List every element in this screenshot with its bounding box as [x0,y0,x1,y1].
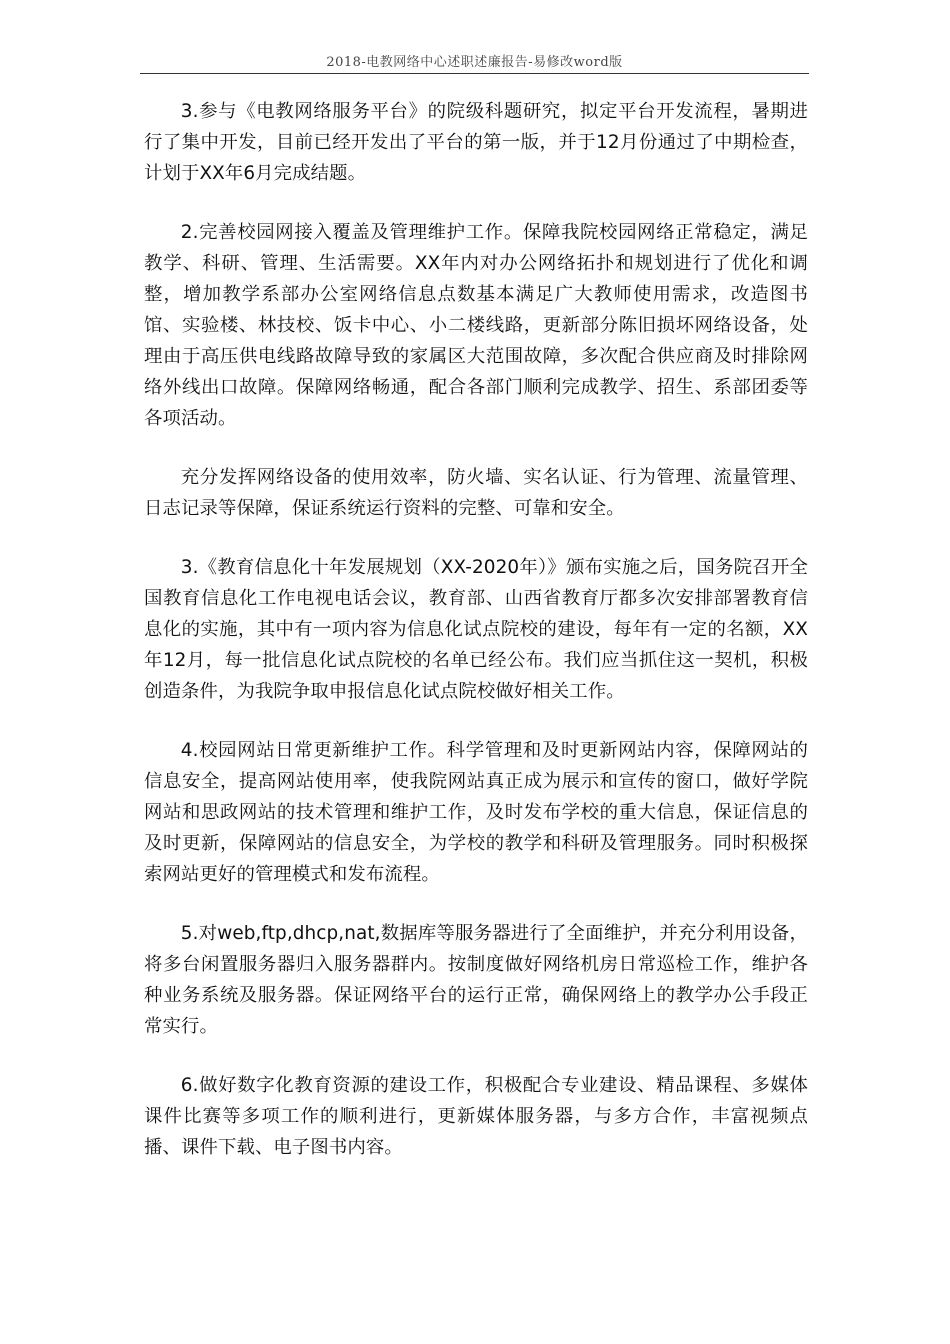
document-body [144,96,808,1191]
paragraph-network-devices: 充分发挥网络设备的使用效率，防火墙、实名认证、行为管理、流量管理、日志记录等保障，保证系统运行资料的完整、可靠和安全。 [144,467,808,519]
header-divider [140,73,809,74]
paragraph-server-maintenance: 5.对web,ftp,dhcp,nat,数据库等服务器进行了全面维护，并充分利用设备，将多台闲置服务器归入服务器群内。按制度做好网络机房日常巡检工作，维护各种业务系统及服务器。保证网络平台的运行正常，确保网络上的教学办公手段正常实行。 [144,923,808,1037]
paragraph-platform-research: 3.参与《电教网络服务平台》的院级科题研究，拟定平台开发流程，暑期进行了集中开发，目前已经开发出了平台的第一版，并于12月份通过了中期检查，计划于XX年6月完成结题。 [144,101,808,184]
page-header: 2018-电教网络中心述职述廉报告-易修改word版 [326,55,623,70]
paragraph-website-maintenance: 4.校园网站日常更新维护工作。科学管理和及时更新网站内容，保障网站的信息安全，提高网站使用率，使我院网站真正成为展示和宣传的窗口，做好学院网站和思政网站的技术管理和维护工作，及时发布学校的重大信息，保证信息的及时更新，保障网站的信息安全，为学校的教学和科研及管理服务。同时积极探索网站更好的管理模式和发布流程。 [144,740,808,885]
paragraph-informatization-plan: 3.《教育信息化十年发展规划（XX-2020年）》颁布实施之后，国务院召开全国教育信息化工作电视电话会议，教育部、山西省教育厅都多次安排部署教育信息化的实施，其中有一项内容为信息化试点院校的建设，每年有一定的名额，XX年12月，每一批信息化试点院校的名单已经公布。我们应当抓住这一契机，积极创造条件，为我院争取申报信息化试点院校做好相关工作。 [144,557,808,702]
paragraph-digital-resources: 6.做好数字化教育资源的建设工作，积极配合专业建设、精品课程、多媒体课件比赛等多项工作的顺利进行，更新媒体服务器，与多方合作，丰富视频点播、课件下载、电子图书内容。 [144,1075,808,1158]
paragraph-campus-network: 2.完善校园网接入覆盖及管理维护工作。保障我院校园网络正常稳定，满足教学、科研、管理、生活需要。XX年内对办公网络拓扑和规划进行了优化和调整，增加教学系部办公室网络信息点数基本满足广大教师使用需求，改造图书馆、实验楼、林技校、饭卡中心、小二楼线路，更新部分陈旧损坏网络设备，处理由于高压供电线路故障导致的家属区大范围故障，多次配合供应商及时排除网络外线出口故障。保障网络畅通，配合各部门顺利完成教学、招生、系部团委等各项活动。 [144,222,808,429]
